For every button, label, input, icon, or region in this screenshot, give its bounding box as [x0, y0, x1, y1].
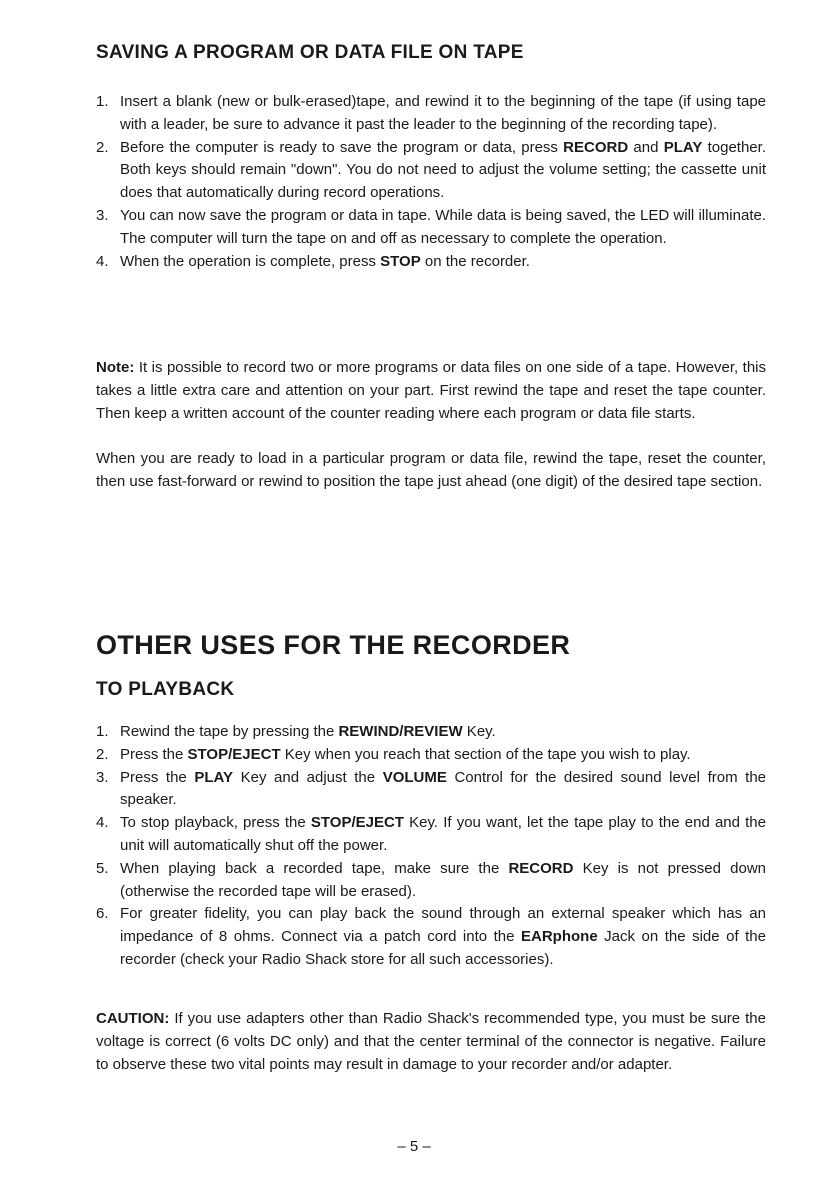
text-run: When you are ready to load in a particular program or data file, rewind the tape, reset the counter, then use fast-forward or rewind to position the tape just ahead (one digit) of the desired tape section. [96, 450, 766, 490]
text-run: Before the computer is ready to save the program or data, press [120, 138, 564, 156]
step-item [96, 91, 766, 137]
step-number: 3. [96, 206, 109, 224]
text-run: Key is not pressed down (otherwise the recorded tape will be erased). [120, 859, 766, 900]
step-text [120, 905, 766, 968]
step-text [120, 723, 496, 740]
text-run: on the recorder. [420, 252, 530, 270]
bold-term: PLAY [194, 768, 234, 786]
step-number: 1. [96, 723, 109, 740]
text-run: Press the [120, 768, 195, 786]
step-item [96, 812, 766, 858]
text-run: You can now save the program or data in tape. While data is being saved, the LED will illuminate. The computer will turn the tape on and off as necessary to complete the operation. [120, 206, 766, 247]
text-run: To stop playback, press the [120, 814, 311, 832]
step-number: 3. [96, 768, 109, 786]
bold-term: STOP/EJECT [310, 814, 404, 832]
bold-term: RECORD [508, 859, 574, 877]
page-number: – 5 – [397, 1138, 431, 1155]
text-run: When the operation is complete, press [120, 252, 381, 270]
text-run: together. Both keys should remain "down". You do not need to adjust the volume setting; the cassette unit does that automatically during record operations. [120, 138, 766, 202]
step-text [120, 207, 766, 247]
text-run: Key when you reach that section of the tape you wish to play. [280, 745, 691, 763]
text-run: Press the [120, 745, 188, 763]
text-run: Jack on the side of the recorder (check your Radio Shack store for all such accessories). [120, 928, 766, 968]
step-text [120, 253, 530, 270]
bold-term: REWIND/REVIEW [338, 723, 463, 740]
bold-term: EARphone [521, 928, 598, 946]
step-number: 1. [96, 93, 109, 110]
step-item [96, 721, 766, 744]
step-number: 4. [96, 252, 109, 270]
text-run: When playing back a recorded tape, make sure the [120, 859, 509, 877]
bold-term: VOLUME [382, 768, 447, 786]
bold-term: STOP [380, 252, 421, 270]
step-number: 4. [96, 814, 109, 832]
bold-term: RECORD [563, 138, 629, 156]
step-number: 5. [96, 859, 109, 877]
step-text [120, 746, 691, 763]
text-run: If you use adapters other than Radio Shack's recommended type, you must be sure the voltage is correct (6 volts DC only) and that the center terminal of the connector is negative. Failure to observe these two vital points may result in damage to your recorder and/or adapter. [96, 1010, 766, 1073]
step-item [96, 744, 766, 767]
step-text [120, 93, 766, 133]
step-text [120, 769, 766, 809]
step-text [120, 860, 766, 900]
step-number: 6. [96, 905, 109, 923]
step-item [96, 767, 766, 813]
text-run: Control for the desired sound level from the speaker. [120, 768, 767, 809]
step-text [120, 814, 766, 854]
text-run: Key. If you want, let the tape play to the end and the unit will automatically shut off the power. [120, 814, 766, 854]
text-run: It is possible to record two or more programs or data files on one side of a tape. However, this takes a little extra care and attention on your part. First rewind the tape and reset the tape counter. Then keep a written account of the counter reading where each program or data file starts. [96, 359, 766, 422]
step-item [96, 205, 766, 251]
text-run: Key and adjust the [233, 768, 383, 786]
text-run: Key. [462, 723, 496, 740]
step-item [96, 858, 766, 904]
text-run: Insert a blank (new or bulk-erased)tape, and rewind it to the beginning of the tape (if using tape with a leader, be sure to advance it past the leader to the beginning of the recording tape). [120, 93, 766, 133]
text-run: For greater fidelity, you can play back the sound through an external speaker which has an impedance of 8 ohms. Connect via a patch cord into the [120, 905, 766, 946]
note-paragraph [96, 357, 766, 425]
text-run: Rewind the tape by pressing the [120, 723, 339, 740]
step-item [96, 251, 766, 274]
caution-paragraph [96, 1008, 766, 1076]
load-instructions-paragraph [96, 448, 766, 494]
text-run: and [628, 138, 664, 156]
step-item [96, 137, 766, 205]
subheading-playback: TO PLAYBACK [96, 679, 235, 700]
playback-steps-list [96, 721, 766, 972]
bold-term: Note: [96, 359, 135, 376]
section-heading-other-uses: OTHER USES FOR THE RECORDER [96, 630, 571, 660]
bold-term: CAUTION: [96, 1010, 170, 1027]
step-number: 2. [96, 138, 109, 156]
saving-steps-list [96, 91, 766, 273]
step-number: 2. [96, 745, 109, 763]
step-item [96, 903, 766, 971]
bold-term: STOP/EJECT [187, 745, 281, 763]
bold-term: PLAY [663, 138, 703, 156]
step-text [120, 139, 766, 202]
section-heading-saving: SAVING A PROGRAM OR DATA FILE ON TAPE [96, 42, 524, 63]
